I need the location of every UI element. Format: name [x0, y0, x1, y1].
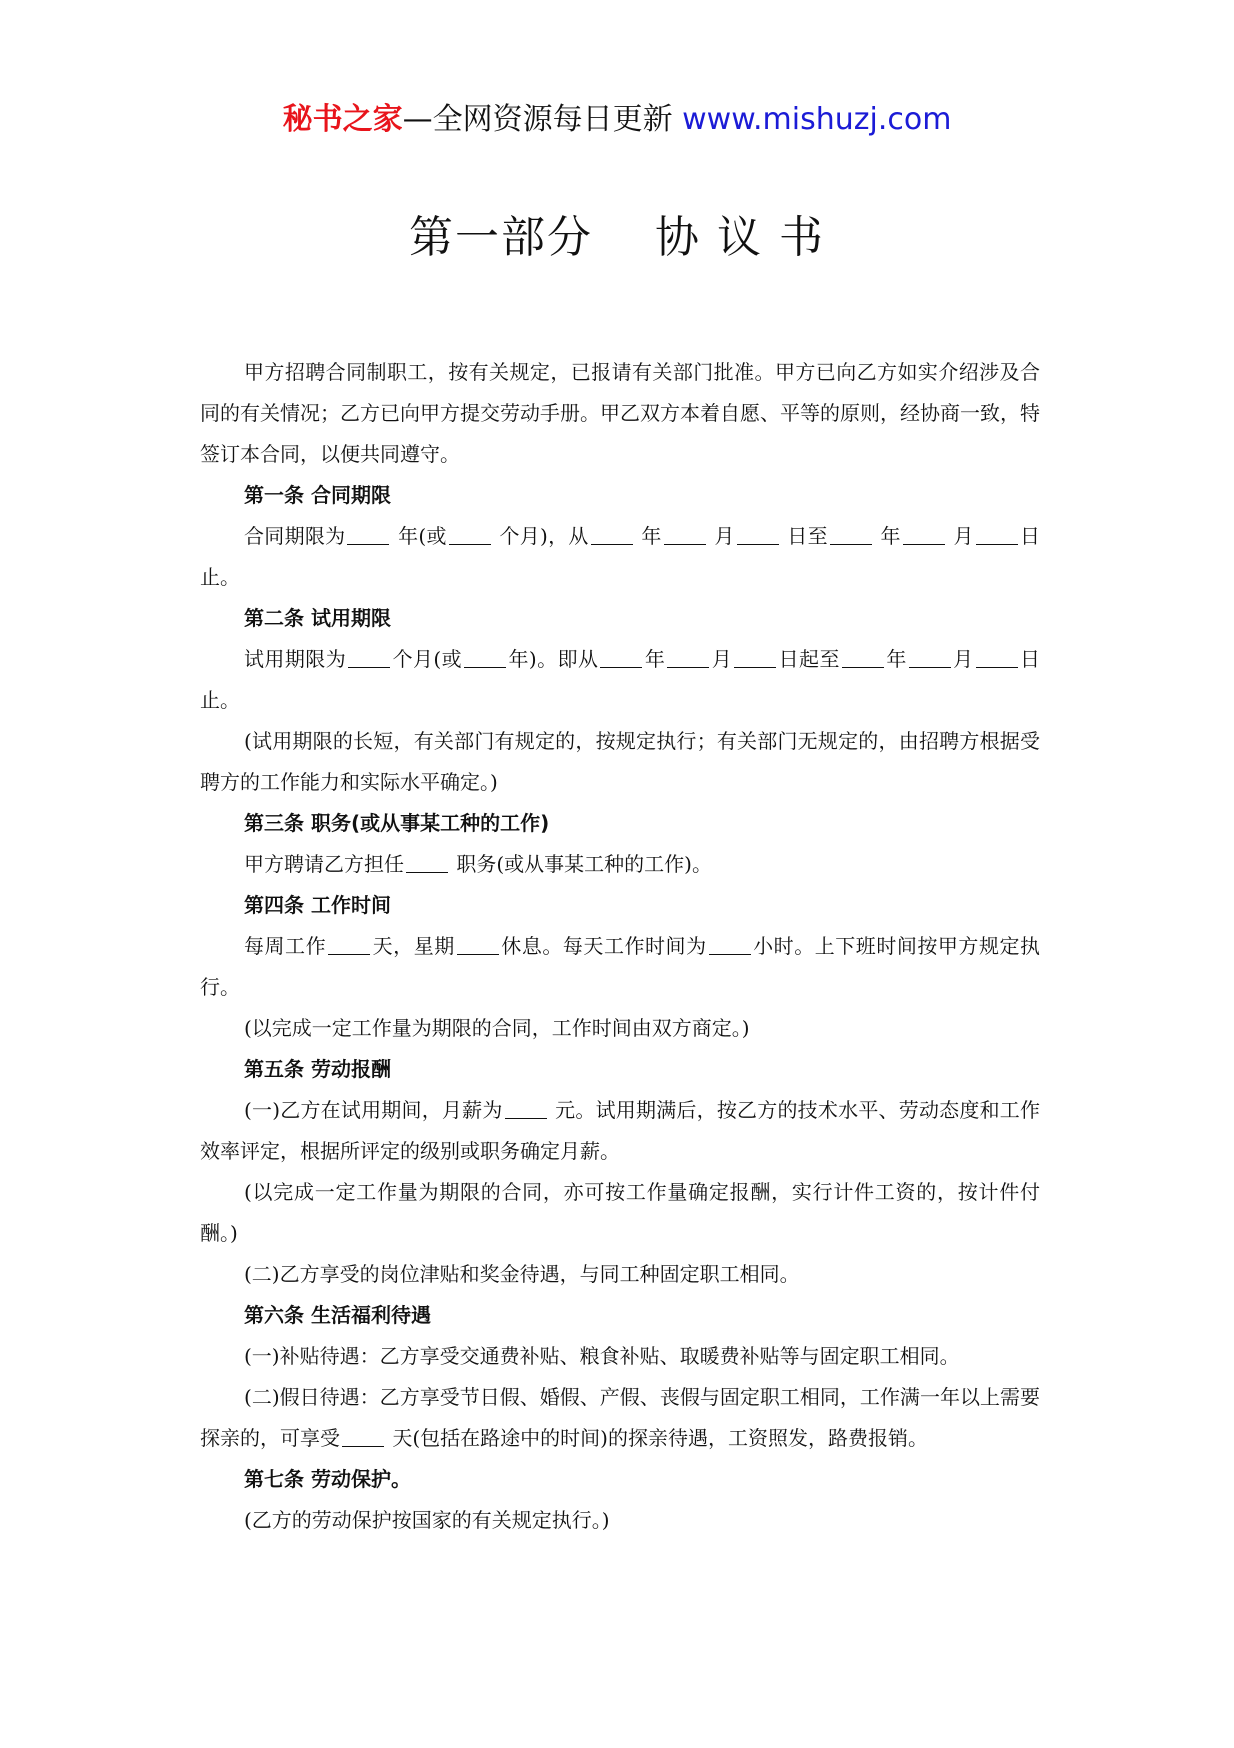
- fill-blank[interactable]: [667, 647, 709, 668]
- fill-blank[interactable]: [664, 524, 706, 545]
- fill-blank[interactable]: [457, 934, 499, 955]
- fill-blank[interactable]: [591, 524, 633, 545]
- article-2-text: 试用期限为 个月(或 年)。即从 年 月 日起至 年 月 日止。: [200, 647, 1041, 712]
- fill-blank[interactable]: [909, 647, 951, 668]
- article-5-note: (以完成一定工作量为期限的合同，亦可按工作量确定报酬，实行计件工资的，按计件付酬。): [200, 1180, 1040, 1245]
- fill-blank[interactable]: [449, 524, 491, 545]
- intro-paragraph: 甲方招聘合同制职工，按有关规定，已报请有关部门批准。甲方已向乙方如实介绍涉及合同的有关情况；乙方已向甲方提交劳动手册。甲乙双方本着自愿、平等的原则，经协商一致，特签订本合同，以便共同遵守。: [200, 360, 1040, 466]
- fill-blank[interactable]: [830, 524, 872, 545]
- site-banner: [0, 100, 1234, 140]
- fill-blank[interactable]: [976, 647, 1018, 668]
- article-4-note: (以完成一定工作量为期限的合同，工作时间由双方商定。): [244, 1016, 750, 1040]
- article-5-heading: 第五条 劳动报酬: [244, 1057, 391, 1081]
- article-5-text-2: (二)乙方享受的岗位津贴和奖金待遇，与同工种固定职工相同。: [244, 1262, 800, 1286]
- fill-blank[interactable]: [348, 647, 390, 668]
- article-6-text-1: (一)补贴待遇：乙方享受交通费补贴、粮食补贴、取暖费补贴等与固定职工相同。: [244, 1344, 960, 1368]
- document-title: 第一部分 协 议 书: [409, 212, 825, 263]
- article-1-text: 合同期限为 年(或 个月)，从 年 月 日至 年 月 日止。: [200, 524, 1041, 589]
- article-2-heading: 第二条 试用期限: [244, 606, 391, 630]
- article-4-heading: 第四条 工作时间: [244, 893, 391, 917]
- fill-blank[interactable]: [842, 647, 884, 668]
- document-body: [200, 352, 1040, 1541]
- fill-blank[interactable]: [737, 524, 779, 545]
- fill-blank[interactable]: [406, 852, 448, 873]
- fill-blank[interactable]: [347, 524, 389, 545]
- fill-blank[interactable]: [709, 934, 751, 955]
- banner-url[interactable]: www.mishuzj.com: [682, 102, 952, 137]
- article-1-heading: 第一条 合同期限: [244, 483, 391, 507]
- article-2-note: (试用期限的长短，有关部门有规定的，按规定执行；有关部门无规定的，由招聘方根据受聘方的工作能力和实际水平确定。): [200, 729, 1040, 794]
- fill-blank[interactable]: [976, 524, 1018, 545]
- article-7-heading: 第七条 劳动保护。: [244, 1467, 411, 1491]
- article-3-text: 甲方聘请乙方担任 职务(或从事某工种的工作)。: [244, 852, 712, 876]
- fill-blank[interactable]: [342, 1426, 384, 1447]
- article-7-note: (乙方的劳动保护按国家的有关规定执行。): [244, 1508, 610, 1532]
- article-6-heading: 第六条 生活福利待遇: [244, 1303, 431, 1327]
- banner-brand: 秘书之家: [282, 102, 403, 137]
- fill-blank[interactable]: [464, 647, 506, 668]
- fill-blank[interactable]: [734, 647, 776, 668]
- fill-blank[interactable]: [903, 524, 945, 545]
- article-5-text-1: (一)乙方在试用期间，月薪为 元。试用期满后，按乙方的技术水平、劳动态度和工作效率评定，根据所评定的级别或职务确定月薪。: [200, 1098, 1041, 1163]
- article-6-text-2: (二)假日待遇：乙方享受节日假、婚假、产假、丧假与固定职工相同，工作满一年以上需要探亲的，可享受 天(包括在路途中的时间)的探亲待遇，工资照发，路费报销。: [200, 1385, 1040, 1450]
- banner-slogan: —全网资源每日更新: [402, 102, 683, 137]
- fill-blank[interactable]: [505, 1098, 547, 1119]
- article-3-heading: 第三条 职务(或从事某工种的工作): [244, 811, 550, 835]
- fill-blank[interactable]: [328, 934, 370, 955]
- fill-blank[interactable]: [600, 647, 642, 668]
- article-4-text: 每周工作 天，星期 休息。每天工作时间为 小时。上下班时间按甲方规定执行。: [200, 934, 1041, 999]
